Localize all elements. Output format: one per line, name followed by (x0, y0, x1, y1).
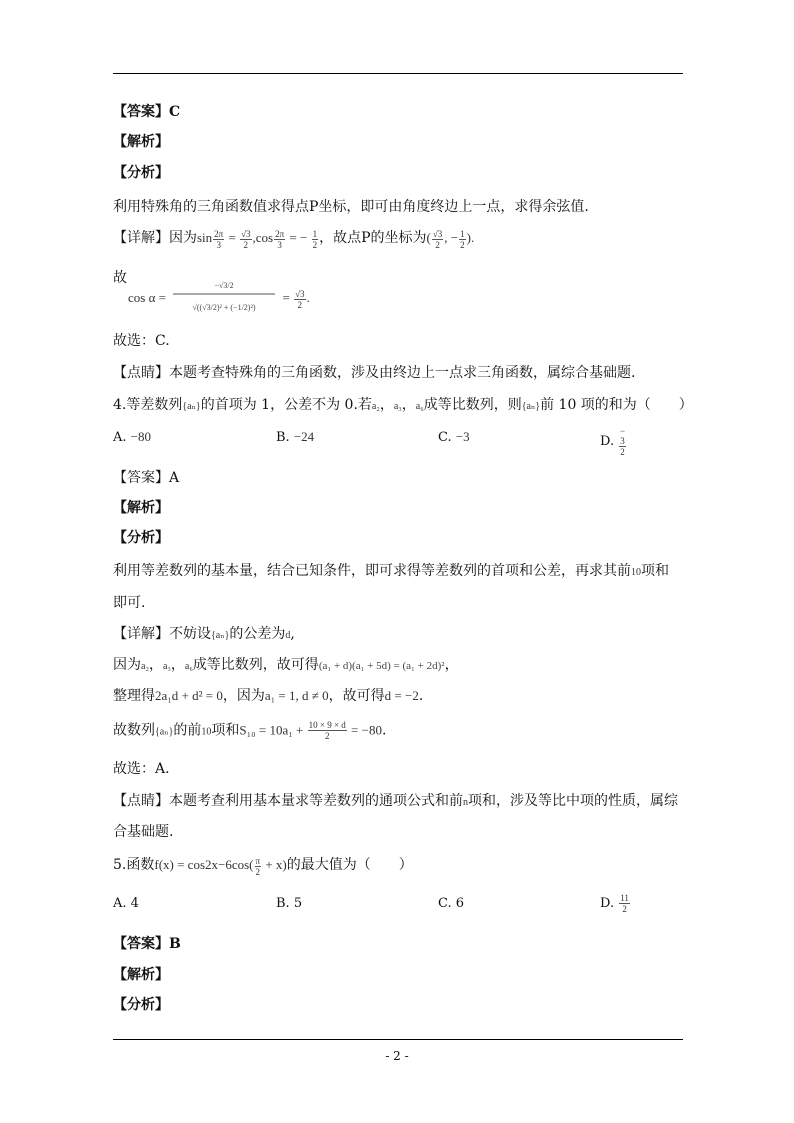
choose-c: 故选：C. (113, 333, 170, 349)
point-coord: ( $\frac{√3}{2}$ , − $\frac{1}{2}$ ). (426, 228, 475, 250)
page-number: - 2 - (385, 1049, 409, 1063)
q5-answer: 【答案】B (113, 936, 181, 952)
q5-stem: 5.函数f(x) = cos2x−6cos( $\frac{\pi}{2}$ + x)的最大值为（ ） (113, 855, 413, 877)
analyze-text: 利用特殊角的三角函数值求得点P坐标，即可由角度终边上一点，求得余弦值. (113, 199, 589, 215)
q5-option-a: A. 4 (113, 896, 139, 911)
cos-alpha-formula: cos α = −√3/2 √((√3/2)² + (−1/2)²) = $\frac{√3}{2}$ . (128, 280, 310, 318)
q4-detail-1: 【详解】不妨设{aₙ}的公差为d, (113, 626, 295, 642)
q4-analyze-l2: 即可. (113, 595, 146, 611)
detail-line (113, 228, 474, 250)
svg-text:−√3/2: −√3/2 (214, 281, 234, 290)
footer-rule (113, 1039, 683, 1040)
analyze-label: 【分析】 (113, 165, 169, 181)
q4-option-d: D. − 3 2 (600, 426, 626, 457)
analysis-label: 【解析】 (113, 134, 169, 150)
q4-choose: 故选：A. (113, 761, 170, 777)
q4-analyze-l1: 利用等差数列的基本量，结合已知条件，即可求得等差数列的首项和公差，再求其前10项和 (113, 563, 669, 579)
q4-analysis-label: 【解析】 (113, 500, 169, 516)
sin-formula: sin $\frac{2\pi}{3}$ = $\frac{√3}{2}$ ,cos $\frac{2\pi}{3}$ = − $\frac{1}{2}$ (197, 228, 318, 250)
q4-option-b: B. −24 (276, 429, 315, 445)
detail-label: 【详解】因为 (113, 230, 197, 246)
q5-option-b: B. 5 (276, 896, 303, 911)
cos-alpha-fraction-image (169, 280, 279, 318)
q5-analysis-label: 【解析】 (113, 967, 169, 983)
q5-function: f(x) = cos2x−6cos( $\frac{\pi}{2}$ + x) (154, 855, 287, 877)
comment-1: 【点睛】本题考查特殊角的三角函数，涉及由终边上一点求三角函数，属综合基础题. (113, 365, 636, 381)
q4-detail-2: 因为a₂，a₃，a₆成等比数列，故可得(a₁ + d)(a₁ + 5d) = (a₁ + 2d)²， (113, 657, 459, 673)
q4-comment-l2: 合基础题. (113, 824, 174, 840)
answer-label: 【答案】C (113, 104, 181, 120)
header-rule (113, 73, 683, 74)
q4-detail-4: 故数列{aₙ}的前10项和S₁₀ = 10a₁ + $\frac{10 \times 9 \times d}{2}$ = −80. (113, 720, 387, 741)
q5-option-c: C. 6 (438, 896, 465, 911)
q4-option-c: C. −3 (438, 429, 470, 445)
q5-analyze-label: 【分析】 (113, 997, 169, 1013)
q4-option-a: A. −80 (113, 429, 152, 445)
q5-option-d: D. $\frac{11}{2}$ (600, 893, 629, 914)
q4-stem: 4.等差数列{aₙ}的首项为 1，公差不为 0.若a₂，a₃，a₆成等比数列，则{aₙ}前 10 项的和为（ ） (113, 397, 693, 413)
q4-analyze-label: 【分析】 (113, 530, 169, 546)
q4-detail-3: 整理得2a₁d + d² = 0，因为a₁ = 1, d ≠ 0，故可得d = −2. (113, 688, 424, 704)
q4-comment-l1: 【点睛】本题考查利用基本量求等差数列的通项公式和前n项和，涉及等比中项的性质，属综 (113, 793, 678, 809)
q4-answer: 【答案】A (113, 470, 180, 486)
detail-text: ，故点P的坐标为 (319, 230, 427, 246)
geo-equation: (a₁ + d)(a₁ + 5d) = (a₁ + 2d)² (318, 660, 445, 672)
svg-text:√((√3/2)² + (−1/2)²): √((√3/2)² + (−1/2)²) (192, 303, 256, 312)
gu-label: 故 (113, 270, 127, 286)
